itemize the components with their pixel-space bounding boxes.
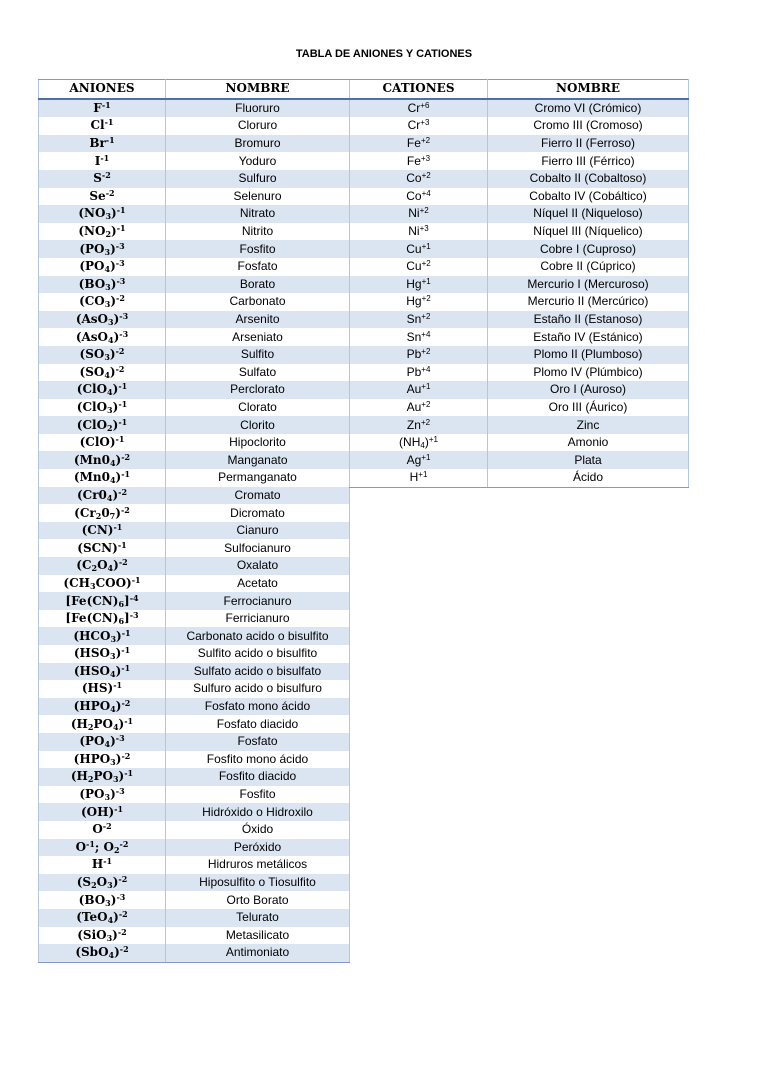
aniones-formula: $H^{-1}$ bbox=[39, 856, 166, 874]
aniones-formula: (OH)$^{-1}$ bbox=[39, 803, 166, 821]
aniones-formula: $(PO_3)^{-3}$ bbox=[39, 786, 166, 804]
header-aniones: ANIONES bbox=[39, 80, 166, 99]
cationes-nombre: Ácido bbox=[488, 469, 689, 487]
aniones-row bbox=[39, 803, 350, 821]
aniones-row bbox=[39, 698, 350, 716]
aniones-row bbox=[39, 839, 350, 857]
aniones-formula: $Cl^{-1}$ bbox=[39, 117, 166, 135]
aniones-formula: $(SO_3)^{-2}$ bbox=[39, 346, 166, 364]
aniones-row bbox=[39, 328, 350, 346]
aniones-row bbox=[39, 715, 350, 733]
aniones-formula: $(SO_4)^{-2}$ bbox=[39, 364, 166, 382]
header-nombre-cationes: NOMBRE bbox=[488, 80, 689, 99]
aniones-row bbox=[39, 522, 350, 540]
cationes-row bbox=[350, 451, 689, 469]
aniones-row bbox=[39, 821, 350, 839]
aniones-nombre: Ferricianuro bbox=[166, 610, 350, 628]
aniones-formula: $(TeO_4)^{-2}$ bbox=[39, 909, 166, 927]
cationes-formula: $Fe^{+3}$ bbox=[350, 152, 488, 170]
aniones-formula: $O^{-1}$; $O_2^{-2}$ bbox=[39, 839, 166, 857]
aniones-row bbox=[39, 188, 350, 206]
cationes-nombre: Zinc bbox=[488, 416, 689, 434]
aniones-nombre: Sulfuro acido o bisulfuro bbox=[166, 680, 350, 698]
aniones-nombre: Fosfito diacido bbox=[166, 768, 350, 786]
cationes-row bbox=[350, 399, 689, 417]
aniones-nombre: Arseniato bbox=[166, 328, 350, 346]
cationes-nombre: Plomo IV (Plúmbico) bbox=[488, 364, 689, 382]
aniones-formula: $[Fe(CN)_6]^{-3}$ bbox=[39, 610, 166, 628]
aniones-formula: $(Cr0_4)^{-2}$ bbox=[39, 487, 166, 505]
aniones-row bbox=[39, 276, 350, 294]
aniones-formula: $I^{-1}$ bbox=[39, 152, 166, 170]
aniones-nombre: Manganato bbox=[166, 451, 350, 469]
cationes-nombre: Fierro III (Férrico) bbox=[488, 152, 689, 170]
cationes-formula: $Cu^{+2}$ bbox=[350, 258, 488, 276]
aniones-nombre: Sulfato bbox=[166, 364, 350, 382]
aniones-formula: $(AsO_3)^{-3}$ bbox=[39, 311, 166, 329]
cationes-formula: $Sn^{+2}$ bbox=[350, 311, 488, 329]
aniones-formula: $O^{-2}$ bbox=[39, 821, 166, 839]
cationes-formula: $Ni^{+2}$ bbox=[350, 205, 488, 223]
cationes-row bbox=[350, 346, 689, 364]
header-cationes: CATIONES bbox=[350, 80, 488, 99]
aniones-nombre: Sulfito bbox=[166, 346, 350, 364]
cationes-nombre: Plata bbox=[488, 451, 689, 469]
aniones-row bbox=[39, 751, 350, 769]
cationes-row bbox=[350, 276, 689, 294]
aniones-nombre: Perclorato bbox=[166, 381, 350, 399]
aniones-row bbox=[39, 205, 350, 223]
cationes-nombre: Fierro II (Ferroso) bbox=[488, 135, 689, 153]
aniones-row bbox=[39, 944, 350, 962]
aniones-nombre: Sulfuro bbox=[166, 170, 350, 188]
aniones-nombre: Telurato bbox=[166, 909, 350, 927]
aniones-formula: $(C_2O_4)^{-2}$ bbox=[39, 557, 166, 575]
aniones-nombre: Fosfito bbox=[166, 786, 350, 804]
aniones-nombre: Oxalato bbox=[166, 557, 350, 575]
cationes-row bbox=[350, 416, 689, 434]
aniones-nombre: Orto Borato bbox=[166, 891, 350, 909]
aniones-formula: (HS)$^{-1}$ bbox=[39, 680, 166, 698]
cationes-formula: $Cu^{+1}$ bbox=[350, 240, 488, 258]
aniones-formula: $(BO_3)^{-3}$ bbox=[39, 276, 166, 294]
aniones-row bbox=[39, 346, 350, 364]
aniones-body bbox=[39, 99, 350, 963]
aniones-row bbox=[39, 627, 350, 645]
aniones-nombre: Clorito bbox=[166, 416, 350, 434]
aniones-row bbox=[39, 223, 350, 241]
cationes-formula: $Au^{+2}$ bbox=[350, 399, 488, 417]
aniones-row bbox=[39, 786, 350, 804]
aniones-row bbox=[39, 645, 350, 663]
aniones-formula: $(H_2PO_3)^{-1}$ bbox=[39, 768, 166, 786]
aniones-nombre: Fosfato bbox=[166, 733, 350, 751]
cationes-nombre: Cobalto IV (Cobáltico) bbox=[488, 188, 689, 206]
aniones-row bbox=[39, 680, 350, 698]
aniones-row bbox=[39, 311, 350, 329]
aniones-row bbox=[39, 891, 350, 909]
cationes-nombre: Níquel II (Niqueloso) bbox=[488, 205, 689, 223]
cationes-row bbox=[350, 434, 689, 452]
aniones-formula: $(BO_3)^{-3}$ bbox=[39, 891, 166, 909]
aniones-nombre: Hidruros metálicos bbox=[166, 856, 350, 874]
aniones-row bbox=[39, 909, 350, 927]
aniones-row bbox=[39, 487, 350, 505]
aniones-nombre: Cianuro bbox=[166, 522, 350, 540]
cationes-nombre: Amonio bbox=[488, 434, 689, 452]
aniones-formula: $S^{-2}$ bbox=[39, 170, 166, 188]
aniones-row bbox=[39, 663, 350, 681]
aniones-formula: $(SbO_4)^{-2}$ bbox=[39, 944, 166, 962]
aniones-formula: $(CO_3)^{-2}$ bbox=[39, 293, 166, 311]
cationes-formula: $Zn^{+2}$ bbox=[350, 416, 488, 434]
aniones-nombre: Arsenito bbox=[166, 311, 350, 329]
aniones-row bbox=[39, 240, 350, 258]
cationes-nombre: Estaño II (Estanoso) bbox=[488, 311, 689, 329]
cationes-row bbox=[350, 311, 689, 329]
aniones-nombre: Nitrato bbox=[166, 205, 350, 223]
aniones-formula: $(AsO_4)^{-3}$ bbox=[39, 328, 166, 346]
aniones-formula: $(SiO_3)^{-2}$ bbox=[39, 927, 166, 945]
aniones-formula: $(HSO_3)^{-1}$ bbox=[39, 645, 166, 663]
aniones-nombre: Hiposulfito o Tiosulfito bbox=[166, 874, 350, 892]
header-nombre-aniones: NOMBRE bbox=[166, 80, 350, 99]
cationes-row bbox=[350, 240, 689, 258]
cationes-row bbox=[350, 381, 689, 399]
aniones-row bbox=[39, 874, 350, 892]
aniones-formula: $(ClO_2)^{-1}$ bbox=[39, 416, 166, 434]
aniones-formula: $(HPO_3)^{-2}$ bbox=[39, 751, 166, 769]
aniones-nombre: Borato bbox=[166, 276, 350, 294]
cationes-nombre: Cobalto II (Cobaltoso) bbox=[488, 170, 689, 188]
aniones-row bbox=[39, 135, 350, 153]
aniones-row bbox=[39, 469, 350, 487]
cationes-nombre: Oro III (Áurico) bbox=[488, 399, 689, 417]
aniones-nombre: Fosfito mono ácido bbox=[166, 751, 350, 769]
cationes-row bbox=[350, 328, 689, 346]
aniones-formula: $F^{-1}$ bbox=[39, 99, 166, 118]
aniones-formula: $(Cr_20_7)^{-2}$ bbox=[39, 504, 166, 522]
aniones-formula: $(PO_4)^{-3}$ bbox=[39, 733, 166, 751]
aniones-nombre: Hipoclorito bbox=[166, 434, 350, 452]
aniones-nombre: Carbonato acido o bisulfito bbox=[166, 627, 350, 645]
aniones-formula: $(NO_3)^{-1}$ bbox=[39, 205, 166, 223]
cationes-formula: $Au^{+1}$ bbox=[350, 381, 488, 399]
aniones-row bbox=[39, 152, 350, 170]
aniones-nombre: Nitrito bbox=[166, 223, 350, 241]
aniones-row bbox=[39, 399, 350, 417]
page-title: TABLA DE ANIONES Y CATIONES bbox=[295, 48, 473, 60]
aniones-formula: $(Mn0_4)^{-2}$ bbox=[39, 451, 166, 469]
cationes-body bbox=[350, 99, 689, 488]
cationes-formula: $H^{+1}$ bbox=[350, 469, 488, 487]
cationes-formula: $Ag^{+1}$ bbox=[350, 451, 488, 469]
cationes-formula: $Co^{+4}$ bbox=[350, 188, 488, 206]
aniones-row bbox=[39, 293, 350, 311]
cationes-nombre: Cromo VI (Crómico) bbox=[488, 99, 689, 118]
aniones-row bbox=[39, 434, 350, 452]
cationes-row bbox=[350, 293, 689, 311]
cationes-nombre: Mercurio I (Mercuroso) bbox=[488, 276, 689, 294]
aniones-nombre: Acetato bbox=[166, 575, 350, 593]
aniones-formula: $(HPO_4)^{-2}$ bbox=[39, 698, 166, 716]
cationes-formula: $Hg^{+1}$ bbox=[350, 276, 488, 294]
cationes-row bbox=[350, 364, 689, 382]
cationes-formula: $Cr^{+3}$ bbox=[350, 117, 488, 135]
cationes-formula: $Hg^{+2}$ bbox=[350, 293, 488, 311]
aniones-row bbox=[39, 557, 350, 575]
aniones-formula: $(S_2O_3)^{-2}$ bbox=[39, 874, 166, 892]
aniones-formula: $(PO_4)^{-3}$ bbox=[39, 258, 166, 276]
aniones-nombre: Sulfato acido o bisulfato bbox=[166, 663, 350, 681]
aniones-row bbox=[39, 927, 350, 945]
aniones-row bbox=[39, 768, 350, 786]
cationes-nombre: Cromo III (Cromoso) bbox=[488, 117, 689, 135]
aniones-row bbox=[39, 381, 350, 399]
aniones-nombre: Metasilicato bbox=[166, 927, 350, 945]
aniones-nombre: Yoduro bbox=[166, 152, 350, 170]
aniones-formula: $Br^{-1}$ bbox=[39, 135, 166, 153]
header-row bbox=[39, 80, 350, 99]
cationes-nombre: Estaño IV (Estánico) bbox=[488, 328, 689, 346]
cationes-row bbox=[350, 99, 689, 118]
aniones-nombre: Antimoniato bbox=[166, 944, 350, 962]
cationes-formula: $Pb^{+4}$ bbox=[350, 364, 488, 382]
aniones-formula: $(HSO_4)^{-1}$ bbox=[39, 663, 166, 681]
cationes-nombre: Cobre I (Cuproso) bbox=[488, 240, 689, 258]
aniones-nombre: Sulfocianuro bbox=[166, 539, 350, 557]
aniones-formula: (ClO)$^{-1}$ bbox=[39, 434, 166, 452]
aniones-nombre: Ferrocianuro bbox=[166, 592, 350, 610]
cationes-row bbox=[350, 117, 689, 135]
aniones-nombre: Clorato bbox=[166, 399, 350, 417]
cationes-row bbox=[350, 188, 689, 206]
aniones-nombre: Óxido bbox=[166, 821, 350, 839]
aniones-formula: $(Mn0_4)^{-1}$ bbox=[39, 469, 166, 487]
cationes-nombre: Mercurio II (Mercúrico) bbox=[488, 293, 689, 311]
cationes-formula: $(NH_4)^{+1}$ bbox=[350, 434, 488, 452]
aniones-row bbox=[39, 258, 350, 276]
aniones-row bbox=[39, 733, 350, 751]
aniones-row bbox=[39, 504, 350, 522]
cationes-formula: $Co^{+2}$ bbox=[350, 170, 488, 188]
aniones-nombre: Fosfito bbox=[166, 240, 350, 258]
aniones-formula: $(H_2PO_4)^{-1}$ bbox=[39, 715, 166, 733]
aniones-nombre: Hidróxido o Hidroxilo bbox=[166, 803, 350, 821]
cationes-formula: $Ni^{+3}$ bbox=[350, 223, 488, 241]
cationes-nombre: Oro I (Auroso) bbox=[488, 381, 689, 399]
cationes-row bbox=[350, 205, 689, 223]
aniones-nombre: Bromuro bbox=[166, 135, 350, 153]
aniones-table bbox=[38, 79, 350, 963]
cationes-formula: $Cr^{+6}$ bbox=[350, 99, 488, 118]
cationes-row bbox=[350, 170, 689, 188]
aniones-formula: $(CH_3COO)^{-1}$ bbox=[39, 575, 166, 593]
aniones-formula: (CN)$^{-1}$ bbox=[39, 522, 166, 540]
aniones-formula: $(ClO_3)^{-1}$ bbox=[39, 399, 166, 417]
aniones-nombre: Selenuro bbox=[166, 188, 350, 206]
aniones-nombre: Carbonato bbox=[166, 293, 350, 311]
aniones-row bbox=[39, 117, 350, 135]
aniones-formula: $Se^{-2}$ bbox=[39, 188, 166, 206]
aniones-formula: $(NO_2)^{-1}$ bbox=[39, 223, 166, 241]
aniones-formula: $[Fe(CN)_6]^{-4}$ bbox=[39, 592, 166, 610]
cationes-formula: $Pb^{+2}$ bbox=[350, 346, 488, 364]
aniones-nombre: Permanganato bbox=[166, 469, 350, 487]
aniones-row bbox=[39, 610, 350, 628]
aniones-formula: $(PO_3)^{-3}$ bbox=[39, 240, 166, 258]
cationes-row bbox=[350, 469, 689, 487]
header-row bbox=[350, 80, 689, 99]
aniones-nombre: Cromato bbox=[166, 487, 350, 505]
aniones-formula: $(ClO_4)^{-1}$ bbox=[39, 381, 166, 399]
cationes-table bbox=[349, 79, 689, 488]
aniones-nombre: Sulfito acido o bisulfito bbox=[166, 645, 350, 663]
cationes-row bbox=[350, 135, 689, 153]
aniones-row bbox=[39, 416, 350, 434]
cationes-nombre: Níquel III (Níquelico) bbox=[488, 223, 689, 241]
cationes-nombre: Plomo II (Plumboso) bbox=[488, 346, 689, 364]
aniones-row bbox=[39, 451, 350, 469]
aniones-row bbox=[39, 592, 350, 610]
aniones-nombre: Cloruro bbox=[166, 117, 350, 135]
aniones-nombre: Fosfato diacido bbox=[166, 715, 350, 733]
cationes-formula: $Sn^{+4}$ bbox=[350, 328, 488, 346]
aniones-formula: $(HCO_3)^{-1}$ bbox=[39, 627, 166, 645]
aniones-row bbox=[39, 856, 350, 874]
aniones-formula: (SCN)$^{-1}$ bbox=[39, 539, 166, 557]
aniones-nombre: Fluoruro bbox=[166, 99, 350, 118]
cationes-row bbox=[350, 223, 689, 241]
aniones-row bbox=[39, 575, 350, 593]
cationes-row bbox=[350, 258, 689, 276]
aniones-nombre: Dicromato bbox=[166, 504, 350, 522]
aniones-nombre: Fosfato bbox=[166, 258, 350, 276]
cationes-nombre: Cobre II (Cúprico) bbox=[488, 258, 689, 276]
aniones-row bbox=[39, 364, 350, 382]
aniones-nombre: Peróxido bbox=[166, 839, 350, 857]
aniones-row bbox=[39, 170, 350, 188]
aniones-row bbox=[39, 539, 350, 557]
aniones-row bbox=[39, 99, 350, 118]
cationes-formula: $Fe^{+2}$ bbox=[350, 135, 488, 153]
aniones-nombre: Fosfato mono ácido bbox=[166, 698, 350, 716]
cationes-row bbox=[350, 152, 689, 170]
